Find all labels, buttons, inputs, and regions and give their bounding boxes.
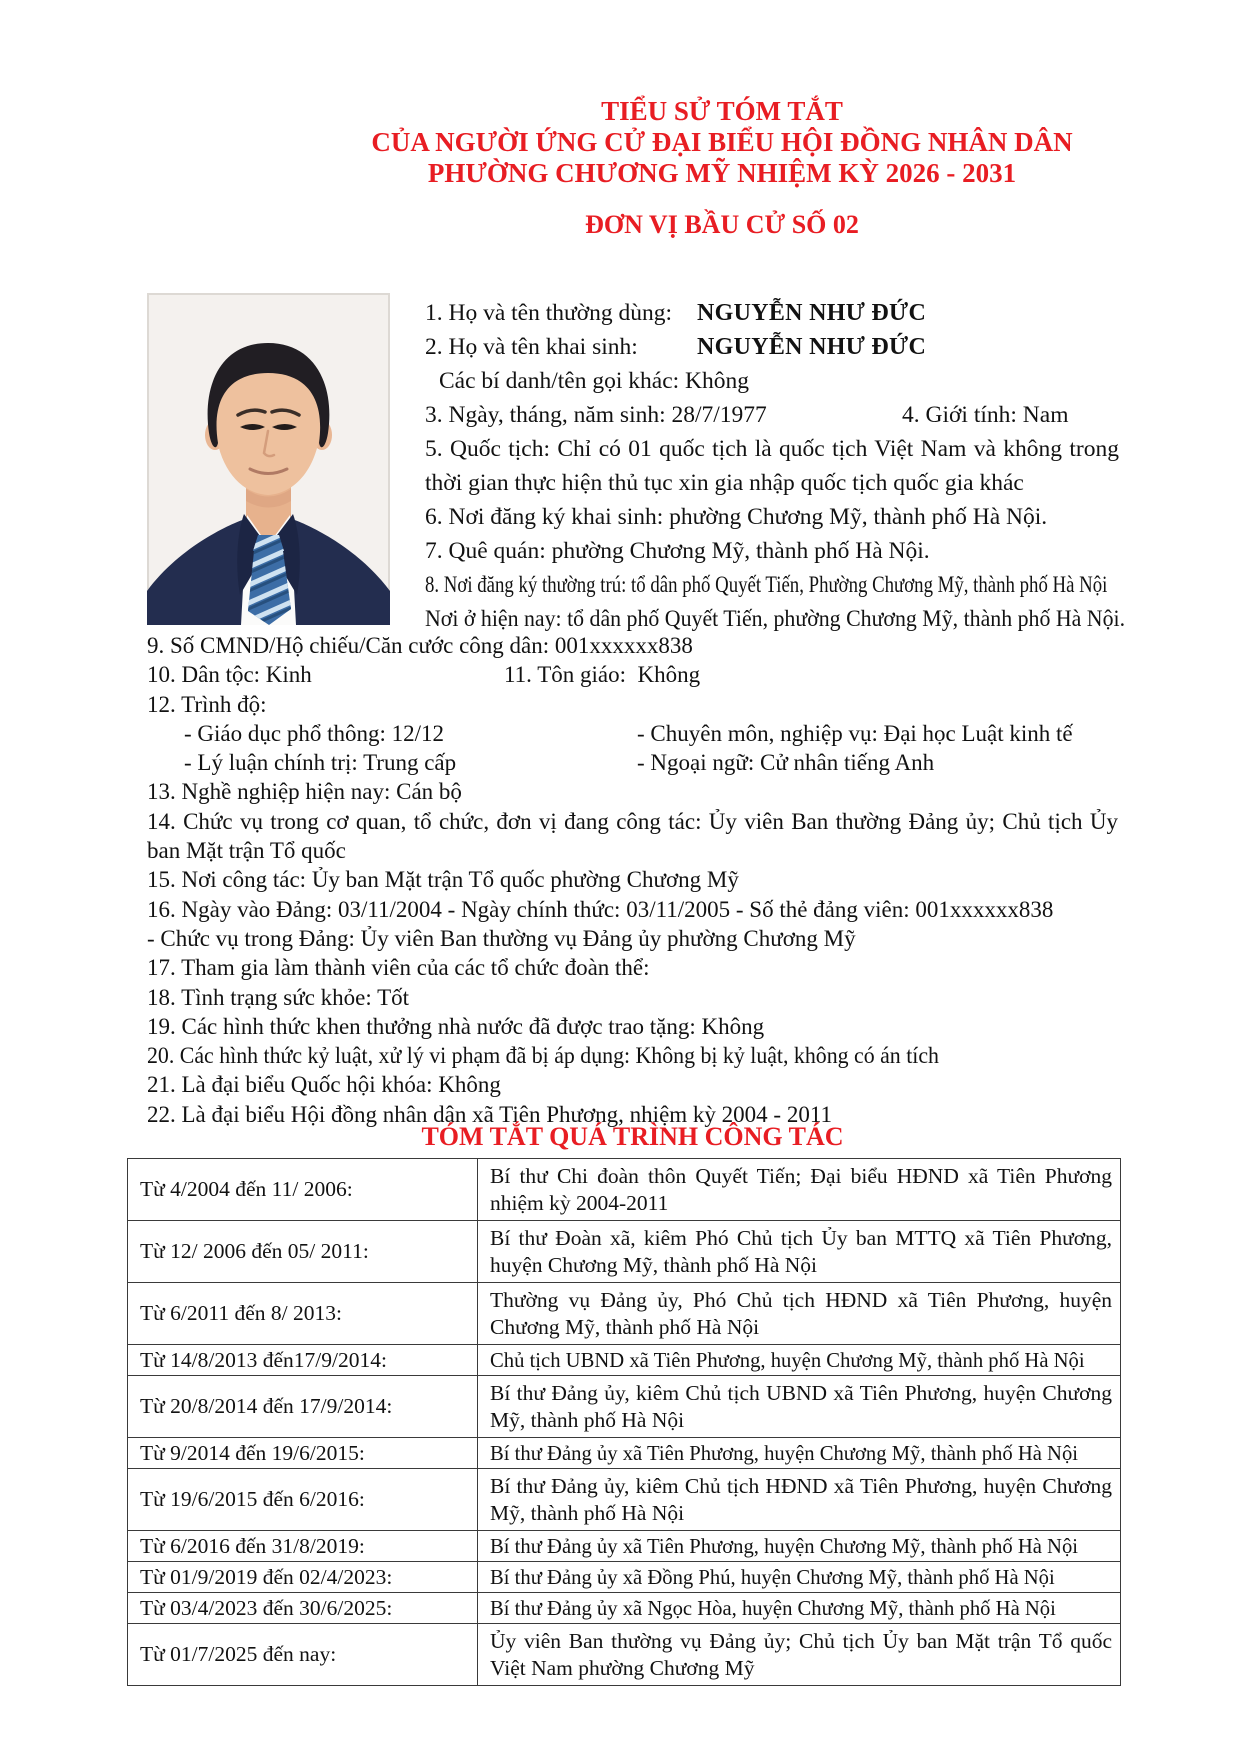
birth-name-label: 2. Họ và tên khai sinh: [425,334,644,360]
bio-right-column [425,296,1126,636]
info-item-position: 14. Chức vụ trong cơ quan, tổ chức, đơn vị đang công tác: Ủy viên Ban thường Đảng ủy; Chủ tịch Ủy ban Mặt trận Tổ quốc [147,808,1118,864]
duty-cell: Bí thư Đảng ủy, kiêm Chủ tịch HĐND xã Tiên Phương, huyện Chương Mỹ, thành phố Hà Nội [478,1469,1121,1531]
period-cell: Từ 9/2014 đến 19/6/2015: [128,1438,478,1469]
edu-political-value: - Lý luận chính trị: Trung cấp [184,750,457,776]
table-row [128,1624,1121,1686]
portrait-photo [147,293,390,625]
table-row [128,1283,1121,1345]
table-row [128,1562,1121,1593]
ethnicity-value: 10. Dân tộc: Kinh [147,662,312,688]
table-row [128,1221,1121,1283]
duty-cell: Thường vụ Đảng ủy, Phó Chủ tịch HĐND xã Tiên Phương, huyện Chương Mỹ, thành phố Hà Nội [478,1283,1121,1345]
career-section-title: TÓM TẮT QUÁ TRÌNH CÔNG TÁC [421,1122,844,1151]
duty-cell [478,1345,1121,1376]
document-title-block [204,96,1240,240]
info-item-aliases: Các bí danh/tên gọi khác: Không [439,368,749,394]
duty-cell [478,1531,1121,1562]
info-item-occupation: 13. Nghề nghiệp hiện nay: Cán bộ [147,779,462,805]
info-item-ethnicity-religion [147,660,1118,689]
info-item-organizations: 17. Tham gia làm thành viên của các tổ chức đoàn thể: [147,955,650,981]
info-item-council-delegate: 22. Là đại biểu Hội đồng nhân dân xã Tiên Phương, nhiệm kỳ 2004 - 2011 [147,1101,832,1127]
table-row [128,1438,1121,1469]
table-row [128,1593,1121,1624]
table-row [128,1345,1121,1376]
duty-cell [478,1562,1121,1593]
info-item-workplace: 15. Nơi công tác: Ủy ban Mặt trận Tổ quốc phường Chương Mỹ [147,867,739,893]
info-item-edu-row-2 [147,748,1118,777]
period-cell: Từ 01/9/2019 đến 02/4/2023: [128,1562,478,1593]
duty-text: Chủ tịch UBND xã Tiên Phương, huyện Chương Mỹ, thành phố Hà Nội [490,1347,1085,1372]
duty-text: Bí thư Đảng ủy xã Tiên Phương, huyện Chương Mỹ, thành phố Hà Nội [490,1440,1079,1465]
duty-text: Bí thư Đảng ủy xã Ngọc Hòa, huyện Chương Mỹ, thành phố Hà Nội [490,1595,1056,1620]
duty-cell: Ủy viên Ban thường vụ Đảng ủy; Chủ tịch Ủy ban Mặt trận Tổ quốc Việt Nam phường Chương Mỹ [478,1624,1121,1686]
full-name-label: 1. Họ và tên thường dùng: [425,300,678,326]
info-item-na-delegate: 21. Là đại biểu Quốc hội khóa: Không [147,1072,501,1098]
discipline-value: 20. Các hình thức kỷ luật, xử lý vi phạm đã bị áp dụng: Không bị kỷ luật, không có án tích [147,1043,939,1069]
info-item-hometown: 7. Quê quán: phường Chương Mỹ, thành phố Hà Nội. [425,538,930,564]
info-item-birth-registration: 6. Nơi đăng ký khai sinh: phường Chương Mỹ, thành phố Hà Nội. [425,504,1048,530]
info-item-id-number: 9. Số CMND/Hộ chiếu/Căn cước công dân: 001xxxxxx838 [147,633,693,658]
religion-value: 11. Tôn giáo: Không [504,662,701,688]
full-name-value: NGUYỄN NHƯ ĐỨC [697,300,927,326]
table-row [128,1531,1121,1562]
period-cell: Từ 01/7/2025 đến nay: [128,1624,478,1686]
info-item-full-name [425,296,1119,330]
current-residence-value: Nơi ở hiện nay: tổ dân phố Quyết Tiến, phường Chương Mỹ, thành phố Hà Nội. [425,606,1126,632]
info-item-education-label: 12. Trình độ: [147,691,267,717]
edu-professional-value: - Chuyên môn, nghiệp vụ: Đại học Luật kinh tế [637,720,1073,746]
period-cell: Từ 6/2016 đến 31/8/2019: [128,1531,478,1562]
period-cell: Từ 03/4/2023 đến 30/6/2025: [128,1593,478,1624]
period-cell: Từ 6/2011 đến 8/ 2013: [128,1283,478,1345]
info-item-edu-row-1 [147,719,1118,748]
period-cell: Từ 12/ 2006 đến 05/ 2011: [128,1221,478,1283]
duty-cell: Bí thư Chi đoàn thôn Quyết Tiến; Đại biểu HĐND xã Tiên Phương nhiệm kỳ 2004-2011 [478,1159,1121,1221]
info-item-birth-name [425,330,1119,364]
career-table [127,1158,1121,1686]
duty-text: Bí thư Đảng ủy xã Đồng Phú, huyện Chương Mỹ, thành phố Hà Nội [490,1564,1055,1589]
dob-value: 3. Ngày, tháng, năm sinh: 28/7/1977 [425,402,767,428]
table-row [128,1376,1121,1438]
duty-cell: Bí thư Đảng ủy, kiêm Chủ tịch UBND xã Tiên Phương, huyện Chương Mỹ, thành phố Hà Nội [478,1376,1121,1438]
duty-cell: Bí thư Đoàn xã, kiêm Phó Chủ tịch Ủy ban MTTQ xã Tiên Phương, huyện Chương Mỹ, thành phố Hà Nội [478,1221,1121,1283]
gender-value: 4. Giới tính: Nam [902,402,1069,428]
edu-language-value: - Ngoại ngữ: Cử nhân tiếng Anh [637,750,935,776]
info-item-dob-gender [425,398,1119,432]
page-title-line-1: TIỂU SỬ TÓM TẮT [601,96,843,126]
edu-general-value: - Giáo dục phổ thông: 12/12 [184,720,444,746]
table-row [128,1159,1121,1221]
birth-name-value: NGUYỄN NHƯ ĐỨC [697,334,927,360]
period-cell: Từ 14/8/2013 đến17/9/2014: [128,1345,478,1376]
duty-cell [478,1593,1121,1624]
info-item-party-dates: 16. Ngày vào Đảng: 03/11/2004 - Ngày chính thức: 03/11/2005 - Số thẻ đảng viên: 001xxxxxx838 [147,896,1054,922]
info-item-party-position: - Chức vụ trong Đảng: Ủy viên Ban thường vụ Đảng ủy phường Chương Mỹ [147,925,856,951]
page-title-line-3: PHƯỜNG CHƯƠNG MỸ NHIỆM KỲ 2026 - 2031 [427,158,1017,188]
page-title-line-2: CỦA NGƯỜI ỨNG CỬ ĐẠI BIỂU HỘI ĐỒNG NHÂN DÂN [371,127,1073,157]
bio-full-column [147,631,1118,1129]
permanent-residence-value: 8. Nơi đăng ký thường trú: tổ dân phố Quyết Tiến, Phường Chương Mỹ, thành phố Hà Nội [425,572,1108,598]
period-cell: Từ 4/2004 đến 11/ 2006: [128,1159,478,1221]
period-cell: Từ 20/8/2014 đến 17/9/2014: [128,1376,478,1438]
table-row [128,1469,1121,1531]
info-item-nationality: 5. Quốc tịch: Chỉ có 01 quốc tịch là quốc tịch Việt Nam và không trong thời gian thực hiện thủ tục xin gia nhập quốc tịch quốc gia khác [425,436,1119,496]
duty-cell [478,1438,1121,1469]
duty-text: Bí thư Đảng ủy xã Tiên Phương, huyện Chương Mỹ, thành phố Hà Nội [490,1533,1079,1558]
info-item-permanent-residence [425,568,1119,602]
info-item-health: 18. Tình trạng sức khỏe: Tốt [147,984,410,1010]
period-cell: Từ 19/6/2015 đến 6/2016: [128,1469,478,1531]
election-unit-title: ĐƠN VỊ BẦU CỬ SỐ 02 [585,210,859,239]
info-item-awards: 19. Các hình thức khen thưởng nhà nước đã được trao tặng: Không [147,1013,765,1039]
info-item-discipline [147,1041,1118,1070]
